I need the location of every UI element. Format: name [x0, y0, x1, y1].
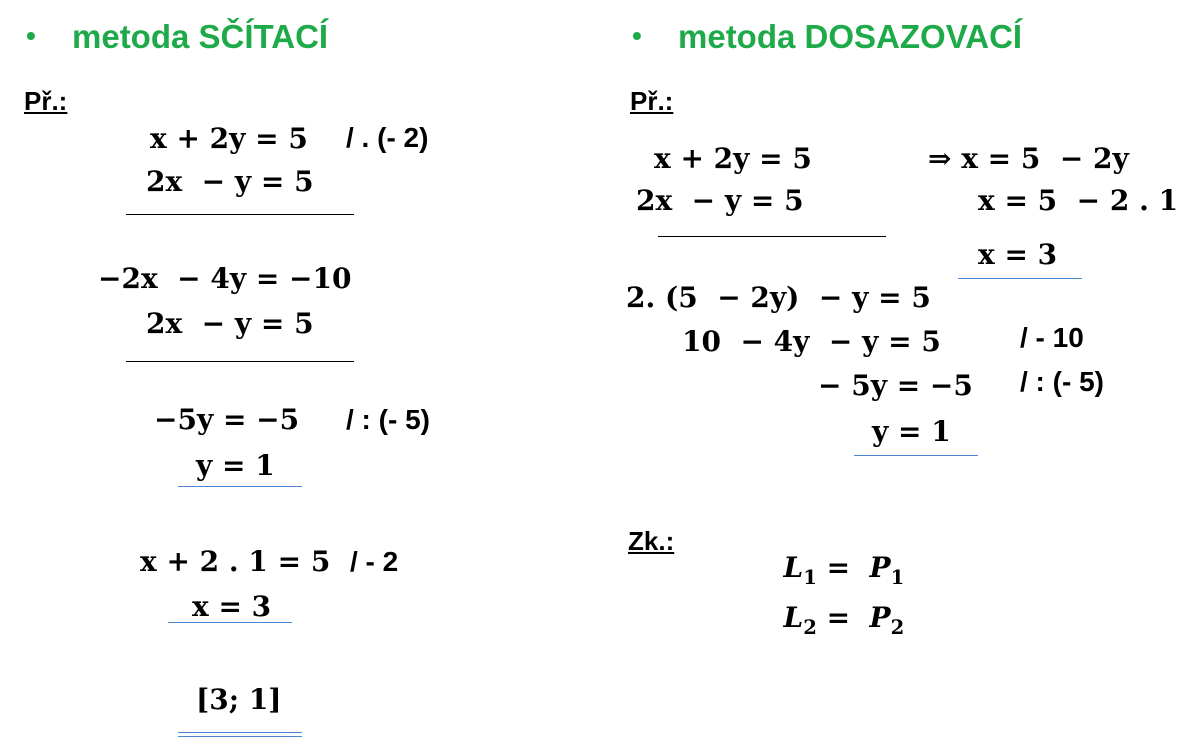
check-p2-sub: 2	[890, 615, 905, 639]
left-eq4: 2x − y = 5	[146, 307, 314, 340]
check-p1: P	[869, 551, 891, 584]
left-eq6-note: / - 2	[350, 546, 399, 577]
right-result-y-underline	[854, 455, 978, 456]
right-eq5: − 5y = −5	[818, 369, 973, 402]
right-eq2: 2x − y = 5	[636, 184, 804, 217]
check-l2-sub: 2	[803, 615, 817, 639]
right-eq5-note: / : (- 5)	[1020, 366, 1104, 397]
check-label: Zk.:	[628, 526, 675, 556]
left-result-x: x = 3	[192, 590, 272, 623]
left-divider-2	[126, 361, 354, 362]
bullet-icon: •	[26, 20, 36, 51]
left-solution: [3; 1]	[196, 683, 282, 716]
right-eq3: 2. (5 − 2y) − y = 5	[626, 281, 931, 314]
right-eq4: 10 − 4y − y = 5	[682, 325, 941, 358]
left-eq3: −2x − 4y = −10	[98, 262, 352, 295]
heading-addition-method	[26, 18, 328, 56]
left-eq1: x + 2y = 5	[150, 122, 308, 155]
heading-substitution-method	[632, 18, 1022, 56]
left-eq6: x + 2 . 1 = 5	[140, 545, 331, 578]
heading-left-text: metoda SČÍTACÍ	[72, 18, 329, 55]
check-eq1: =	[816, 551, 870, 584]
example-label-left: Př.:	[24, 86, 68, 116]
right-eq4-note: / - 10	[1020, 322, 1084, 353]
right-eq1-derived: ⇒ x = 5 − 2y	[928, 142, 1129, 175]
right-result-x-underline	[958, 278, 1082, 279]
left-eq5: −5y = −5	[154, 403, 300, 436]
check-row-2	[764, 576, 904, 637]
left-solution-double-underline	[178, 732, 302, 737]
check-l1: L	[783, 551, 804, 584]
right-result-y: y = 1	[872, 415, 951, 448]
check-l1-sub: 1	[803, 565, 817, 589]
check-p2: P	[869, 601, 891, 634]
left-eq5-note: / : (- 5)	[346, 404, 430, 435]
right-eq-subst-x: x = 5 − 2 . 1	[978, 184, 1179, 217]
left-result-y: y = 1	[196, 449, 275, 482]
left-result-y-underline	[178, 486, 302, 487]
left-result-x-underline	[168, 622, 292, 623]
right-divider	[658, 236, 886, 237]
example-label-right: Př.:	[630, 86, 674, 116]
check-p1-sub: 1	[890, 565, 905, 589]
check-l2: L	[783, 601, 804, 634]
heading-right-text: metoda DOSAZOVACÍ	[678, 18, 1023, 55]
left-divider-1	[126, 214, 354, 215]
right-result-x: x = 3	[978, 238, 1058, 271]
bullet-icon: •	[632, 20, 642, 51]
check-eq2: =	[816, 601, 870, 634]
left-eq2: 2x − y = 5	[146, 165, 314, 198]
right-eq1: x + 2y = 5	[654, 142, 812, 175]
left-eq1-note: / . (- 2)	[346, 122, 429, 153]
